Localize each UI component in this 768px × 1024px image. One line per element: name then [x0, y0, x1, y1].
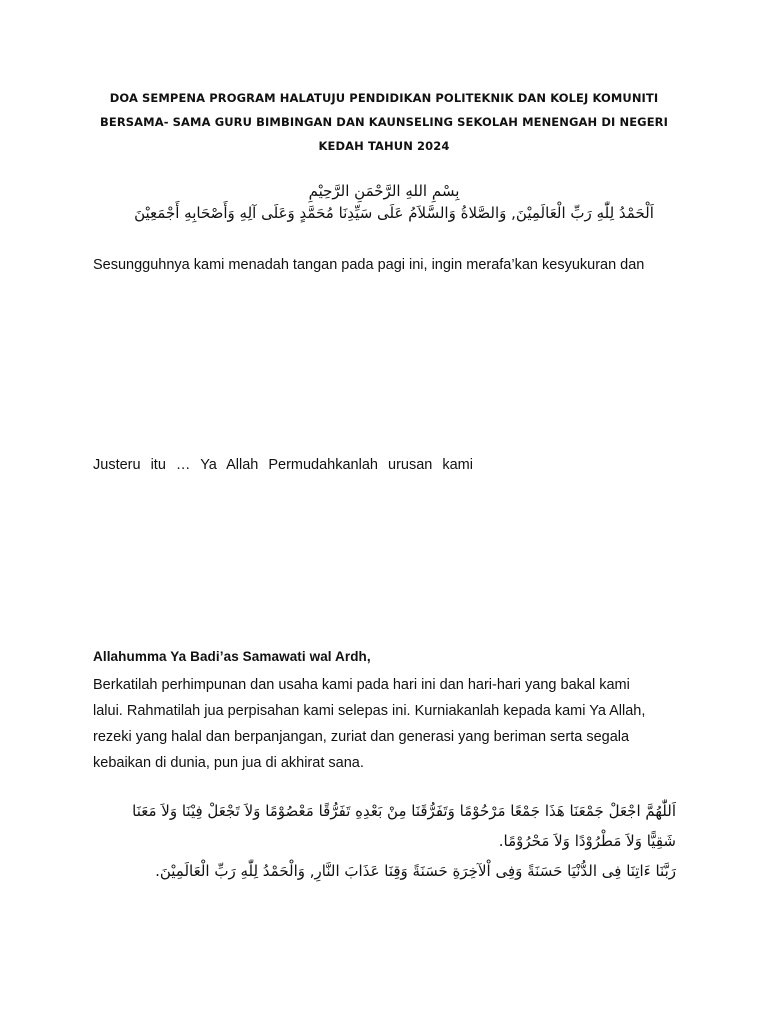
arabic-doa-block: [92, 796, 676, 886]
blessing-line-3: rezeki yang halal dan berpanjangan, zuriat dan generasi yang beriman serta segala: [93, 729, 630, 745]
title-line-1: DOA SEMPENA PROGRAM HALATUJU PENDIDIKAN POLITEKNIK DAN KOLEJ KOMUNITI: [109, 91, 659, 105]
title-line-3: KEDAH TAHUN 2024: [318, 139, 450, 153]
doa-line-1: اَللّٰهُمَّ اجْعَلْ جَمْعَنَا هَذَا جَمْعًا مَرْحُوْمًا وَتَفَرُّقَنَا مِنْ بَعْدِهِ تَفَرُّقًا مَعْصُوْمًا وَلاَ تَجْعَلْ فِيْنَا وَلاَ مَعَنَا: [132, 802, 676, 820]
bismillah-line: بِسْمِ اللهِ الرَّحْمَنِ الرَّحِيْمِ: [308, 182, 460, 200]
blessing-line-4: kebaikan di dunia, pun jua di akhirat sana.: [93, 755, 364, 771]
title-line-2: BERSAMA- SAMA GURU BIMBINGAN DAN KAUNSELING SEKOLAH MENENGAH DI NEGERI: [100, 115, 668, 129]
doa-line-3: رَبَّنَا ءَاتِنَا فِى الدُّنْيَا حَسَنَةً وَفِى اْلآخِرَةِ حَسَنَةً وَقِنَا عَذَابَ النَّارِ, وَالْحَمْدُ لِلّٰهِ رَبِّ الْعَالَمِيْنَ.: [155, 862, 676, 880]
opening-paragraph: Sesungguhnya kami menadah tangan pada pagi ini, ingin merafa’kan kesyukuran dan: [93, 257, 645, 273]
hamdalah-line: اَلْحَمْدُ لِلّٰهِ رَبِّ الْعَالَمِيْنَ, وَالصَّلاةُ وَالسَّلاَمُ عَلَى سَيِّدِنَا مُحَمَّدٍ وَعَلَى آلِهِ وَأَصْحَابِهِ أَجْمَعِيْنَ: [134, 204, 654, 222]
blessing-line-1: Berkatilah perhimpunan dan usaha kami pada hari ini dan hari-hari yang bakal kami: [93, 677, 630, 693]
doa-line-2: شَقِيًّا وَلاَ مَطْرُوْدًا وَلاَ مَحْرُوْمًا.: [498, 832, 676, 850]
blessing-paragraph: [93, 672, 683, 776]
allahumma-heading: Allahumma Ya Badi’as Samawati wal Ardh,: [93, 649, 371, 664]
justeru-paragraph: Justeru itu … Ya Allah Permudahkanlah urusan kami: [93, 457, 473, 473]
blessing-line-2: lalui. Rahmatilah jua perpisahan kami selepas ini. Kurniakanlah kepada kami Ya Allah,: [93, 703, 646, 719]
document-title: [90, 86, 678, 158]
